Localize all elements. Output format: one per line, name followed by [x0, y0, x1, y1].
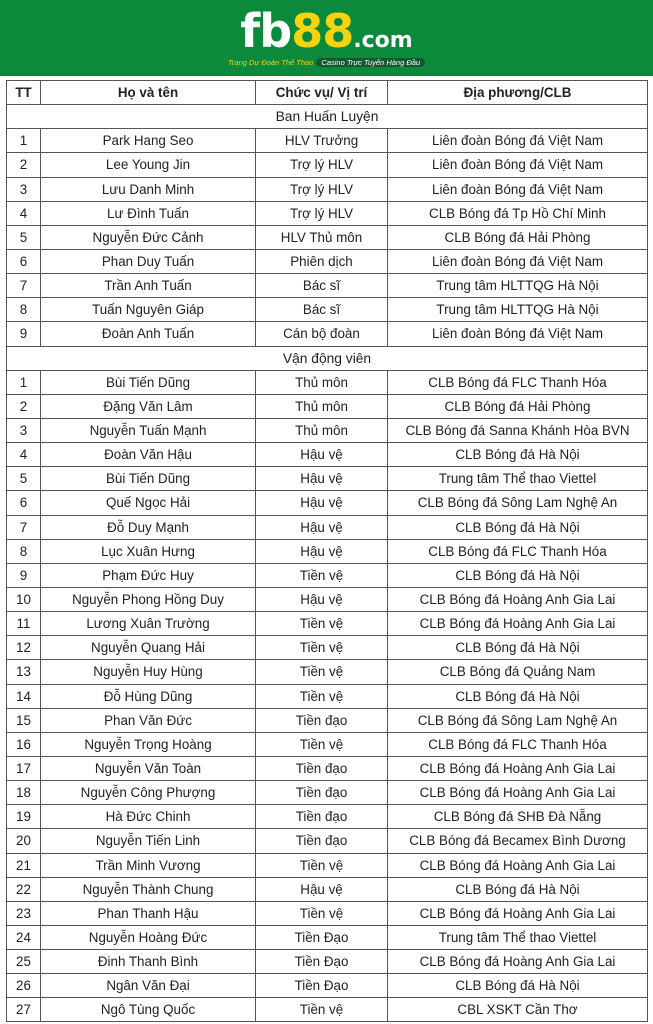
brand-tagline	[0, 58, 653, 68]
table-row	[7, 612, 648, 636]
header-club: Địa phương/CLB	[388, 81, 648, 105]
cell-tt: 20	[7, 829, 41, 853]
table-row	[7, 587, 648, 611]
cell-position: Tiền vệ	[256, 563, 388, 587]
cell-tt: 1	[7, 370, 41, 394]
cell-club: CLB Bóng đá Hà Nội	[388, 974, 648, 998]
cell-club: CBL XSKT Cần Thơ	[388, 998, 648, 1022]
cell-position: Tiền vệ	[256, 684, 388, 708]
header-tt: TT	[7, 81, 41, 105]
table-row	[7, 756, 648, 780]
cell-tt: 9	[7, 322, 41, 346]
table-row	[7, 418, 648, 442]
table-row	[7, 829, 648, 853]
cell-name: Đỗ Duy Mạnh	[41, 515, 256, 539]
cell-name: Nguyễn Tiến Linh	[41, 829, 256, 853]
cell-club: Liên đoàn Bóng đá Việt Nam	[388, 153, 648, 177]
cell-club: Liên đoàn Bóng đá Việt Nam	[388, 177, 648, 201]
tagline-left: Trang Dự Đoán Thể Thao	[227, 58, 314, 67]
cell-tt: 26	[7, 974, 41, 998]
cell-position: Tiền Đạo	[256, 950, 388, 974]
cell-club: CLB Bóng đá Hoàng Anh Gia Lai	[388, 901, 648, 925]
cell-club: Trung tâm HLTTQG Hà Nội	[388, 274, 648, 298]
cell-club: CLB Bóng đá Hoàng Anh Gia Lai	[388, 756, 648, 780]
section-title: Vận động viên	[7, 346, 648, 370]
cell-name: Đoàn Anh Tuấn	[41, 322, 256, 346]
cell-club: CLB Bóng đá Hoàng Anh Gia Lai	[388, 587, 648, 611]
cell-club: CLB Bóng đá Hà Nội	[388, 636, 648, 660]
cell-position: Bác sĩ	[256, 274, 388, 298]
cell-club: CLB Bóng đá Hà Nội	[388, 443, 648, 467]
cell-club: CLB Bóng đá FLC Thanh Hóa	[388, 732, 648, 756]
table-row	[7, 636, 648, 660]
cell-position: Phiên dịch	[256, 249, 388, 273]
table-row	[7, 515, 648, 539]
cell-name: Lục Xuân Hưng	[41, 539, 256, 563]
cell-position: Tiền vệ	[256, 660, 388, 684]
cell-name: Nguyễn Phong Hồng Duy	[41, 587, 256, 611]
cell-club: CLB Bóng đá Hoàng Anh Gia Lai	[388, 950, 648, 974]
cell-name: Trần Minh Vương	[41, 853, 256, 877]
cell-name: Nguyễn Trọng Hoàng	[41, 732, 256, 756]
cell-tt: 9	[7, 563, 41, 587]
cell-tt: 12	[7, 636, 41, 660]
cell-name: Nguyễn Tuấn Mạnh	[41, 418, 256, 442]
cell-club: CLB Bóng đá Hoàng Anh Gia Lai	[388, 781, 648, 805]
cell-name: Lưu Danh Minh	[41, 177, 256, 201]
cell-tt: 7	[7, 515, 41, 539]
table-row	[7, 177, 648, 201]
table-row	[7, 563, 648, 587]
table-row	[7, 732, 648, 756]
table-row	[7, 853, 648, 877]
table-row	[7, 805, 648, 829]
cell-name: Quế Ngọc Hải	[41, 491, 256, 515]
cell-tt: 18	[7, 781, 41, 805]
table-row	[7, 901, 648, 925]
cell-tt: 22	[7, 877, 41, 901]
cell-club: CLB Bóng đá Hoàng Anh Gia Lai	[388, 612, 648, 636]
cell-name: Nguyễn Công Phượng	[41, 781, 256, 805]
cell-position: Tiền vệ	[256, 612, 388, 636]
tagline-right: Casino Trực Tuyến Hàng Đầu	[316, 58, 425, 67]
table-row	[7, 950, 648, 974]
table-row	[7, 684, 648, 708]
cell-tt: 4	[7, 201, 41, 225]
table-row	[7, 974, 648, 998]
cell-position: Hậu vệ	[256, 539, 388, 563]
cell-name: Lee Young Jin	[41, 153, 256, 177]
cell-position: Tiền vệ	[256, 853, 388, 877]
cell-club: CLB Bóng đá Sông Lam Nghệ An	[388, 491, 648, 515]
cell-position: Tiền vệ	[256, 636, 388, 660]
cell-club: Liên đoàn Bóng đá Việt Nam	[388, 129, 648, 153]
cell-name: Trần Anh Tuấn	[41, 274, 256, 298]
table-row	[7, 708, 648, 732]
table-row	[7, 781, 648, 805]
cell-position: Hậu vệ	[256, 515, 388, 539]
cell-club: CLB Bóng đá Sanna Khánh Hòa BVN	[388, 418, 648, 442]
section-row	[7, 105, 648, 129]
section-row	[7, 346, 648, 370]
cell-name: Nguyễn Hoàng Đức	[41, 925, 256, 949]
cell-tt: 5	[7, 225, 41, 249]
cell-club: Liên đoàn Bóng đá Việt Nam	[388, 322, 648, 346]
cell-name: Đinh Thanh Bình	[41, 950, 256, 974]
cell-club: CLB Bóng đá Hoàng Anh Gia Lai	[388, 853, 648, 877]
cell-tt: 14	[7, 684, 41, 708]
cell-position: HLV Thủ môn	[256, 225, 388, 249]
cell-position: Hậu vệ	[256, 587, 388, 611]
table-header-row	[7, 81, 648, 105]
cell-club: CLB Bóng đá Becamex Bình Dương	[388, 829, 648, 853]
table-row	[7, 225, 648, 249]
cell-position: Tiền vệ	[256, 901, 388, 925]
cell-club: CLB Bóng đá Quảng Nam	[388, 660, 648, 684]
cell-tt: 6	[7, 249, 41, 273]
cell-tt: 16	[7, 732, 41, 756]
table-row	[7, 298, 648, 322]
cell-name: Nguyễn Huy Hùng	[41, 660, 256, 684]
cell-club: CLB Bóng đá Hà Nội	[388, 877, 648, 901]
cell-tt: 5	[7, 467, 41, 491]
squad-roster-table	[6, 80, 648, 1022]
cell-name: Nguyễn Đức Cảnh	[41, 225, 256, 249]
cell-tt: 17	[7, 756, 41, 780]
table-row	[7, 274, 648, 298]
cell-tt: 4	[7, 443, 41, 467]
table-row	[7, 394, 648, 418]
cell-tt: 8	[7, 539, 41, 563]
cell-position: Thủ môn	[256, 394, 388, 418]
table-row	[7, 322, 648, 346]
cell-position: Hậu vệ	[256, 467, 388, 491]
cell-tt: 11	[7, 612, 41, 636]
cell-position: Trợ lý HLV	[256, 177, 388, 201]
cell-club: CLB Bóng đá FLC Thanh Hóa	[388, 370, 648, 394]
cell-tt: 2	[7, 153, 41, 177]
cell-position: Cán bộ đoàn	[256, 322, 388, 346]
cell-club: CLB Bóng đá FLC Thanh Hóa	[388, 539, 648, 563]
cell-name: Lư Đình Tuấn	[41, 201, 256, 225]
cell-name: Bùi Tiến Dũng	[41, 370, 256, 394]
table-row	[7, 539, 648, 563]
logo-fb-text: fb	[240, 4, 292, 58]
header-position: Chức vụ/ Vị trí	[256, 81, 388, 105]
cell-position: Thủ môn	[256, 370, 388, 394]
cell-position: Thủ môn	[256, 418, 388, 442]
cell-name: Hà Đức Chinh	[41, 805, 256, 829]
cell-position: Trợ lý HLV	[256, 153, 388, 177]
table-row	[7, 201, 648, 225]
cell-tt: 7	[7, 274, 41, 298]
cell-club: Trung tâm HLTTQG Hà Nội	[388, 298, 648, 322]
cell-club: CLB Bóng đá Hải Phòng	[388, 394, 648, 418]
roster-body	[7, 105, 648, 1022]
cell-club: CLB Bóng đá Hải Phòng	[388, 225, 648, 249]
cell-club: CLB Bóng đá Tp Hồ Chí Minh	[388, 201, 648, 225]
logo-com-text: .com	[353, 28, 413, 53]
cell-position: Tiền đạo	[256, 756, 388, 780]
fb88-logo[interactable]	[0, 6, 653, 66]
cell-tt: 25	[7, 950, 41, 974]
cell-tt: 24	[7, 925, 41, 949]
cell-tt: 8	[7, 298, 41, 322]
table-row	[7, 877, 648, 901]
cell-position: Tiền đạo	[256, 829, 388, 853]
table-row	[7, 370, 648, 394]
cell-name: Phan Văn Đức	[41, 708, 256, 732]
cell-club: Trung tâm Thể thao Viettel	[388, 925, 648, 949]
cell-tt: 19	[7, 805, 41, 829]
cell-club: Trung tâm Thể thao Viettel	[388, 467, 648, 491]
cell-position: Tiền đạo	[256, 708, 388, 732]
cell-position: Hậu vệ	[256, 491, 388, 515]
cell-name: Ngô Tùng Quốc	[41, 998, 256, 1022]
cell-tt: 10	[7, 587, 41, 611]
cell-name: Nguyễn Thành Chung	[41, 877, 256, 901]
section-title: Ban Huấn Luyện	[7, 105, 648, 129]
cell-name: Nguyễn Quang Hải	[41, 636, 256, 660]
cell-position: HLV Trưởng	[256, 129, 388, 153]
cell-tt: 15	[7, 708, 41, 732]
table-row	[7, 925, 648, 949]
cell-name: Đoàn Văn Hậu	[41, 443, 256, 467]
cell-tt: 2	[7, 394, 41, 418]
table-row	[7, 249, 648, 273]
cell-position: Hậu vệ	[256, 443, 388, 467]
cell-position: Hậu vệ	[256, 877, 388, 901]
cell-position: Trợ lý HLV	[256, 201, 388, 225]
cell-club: CLB Bóng đá Hà Nội	[388, 563, 648, 587]
table-row	[7, 491, 648, 515]
cell-name: Phan Thanh Hậu	[41, 901, 256, 925]
cell-tt: 23	[7, 901, 41, 925]
brand-banner	[0, 0, 653, 76]
table-row	[7, 153, 648, 177]
cell-position: Tiền vệ	[256, 732, 388, 756]
cell-club: CLB Bóng đá SHB Đà Nẵng	[388, 805, 648, 829]
table-row	[7, 660, 648, 684]
cell-position: Tiền vệ	[256, 998, 388, 1022]
cell-tt: 21	[7, 853, 41, 877]
cell-name: Lương Xuân Trường	[41, 612, 256, 636]
cell-tt: 3	[7, 177, 41, 201]
cell-club: CLB Bóng đá Hà Nội	[388, 684, 648, 708]
cell-name: Nguyễn Văn Toàn	[41, 756, 256, 780]
cell-club: CLB Bóng đá Hà Nội	[388, 515, 648, 539]
cell-position: Bác sĩ	[256, 298, 388, 322]
cell-club: CLB Bóng đá Sông Lam Nghệ An	[388, 708, 648, 732]
cell-tt: 6	[7, 491, 41, 515]
cell-position: Tiền đạo	[256, 781, 388, 805]
cell-name: Tuấn Nguyên Giáp	[41, 298, 256, 322]
cell-name: Phạm Đức Huy	[41, 563, 256, 587]
cell-name: Phan Duy Tuấn	[41, 249, 256, 273]
cell-position: Tiền đạo	[256, 805, 388, 829]
cell-tt: 27	[7, 998, 41, 1022]
cell-tt: 13	[7, 660, 41, 684]
cell-position: Tiền Đạo	[256, 925, 388, 949]
table-row	[7, 443, 648, 467]
cell-name: Đặng Văn Lâm	[41, 394, 256, 418]
cell-tt: 3	[7, 418, 41, 442]
cell-name: Đỗ Hùng Dũng	[41, 684, 256, 708]
cell-name: Park Hang Seo	[41, 129, 256, 153]
table-row	[7, 129, 648, 153]
table-row	[7, 998, 648, 1022]
cell-position: Tiền Đạo	[256, 974, 388, 998]
logo-88-text: 88	[291, 4, 354, 58]
cell-tt: 1	[7, 129, 41, 153]
cell-name: Ngân Văn Đại	[41, 974, 256, 998]
cell-name: Bùi Tiến Dũng	[41, 467, 256, 491]
cell-club: Liên đoàn Bóng đá Việt Nam	[388, 249, 648, 273]
table-row	[7, 467, 648, 491]
header-name: Họ và tên	[41, 81, 256, 105]
